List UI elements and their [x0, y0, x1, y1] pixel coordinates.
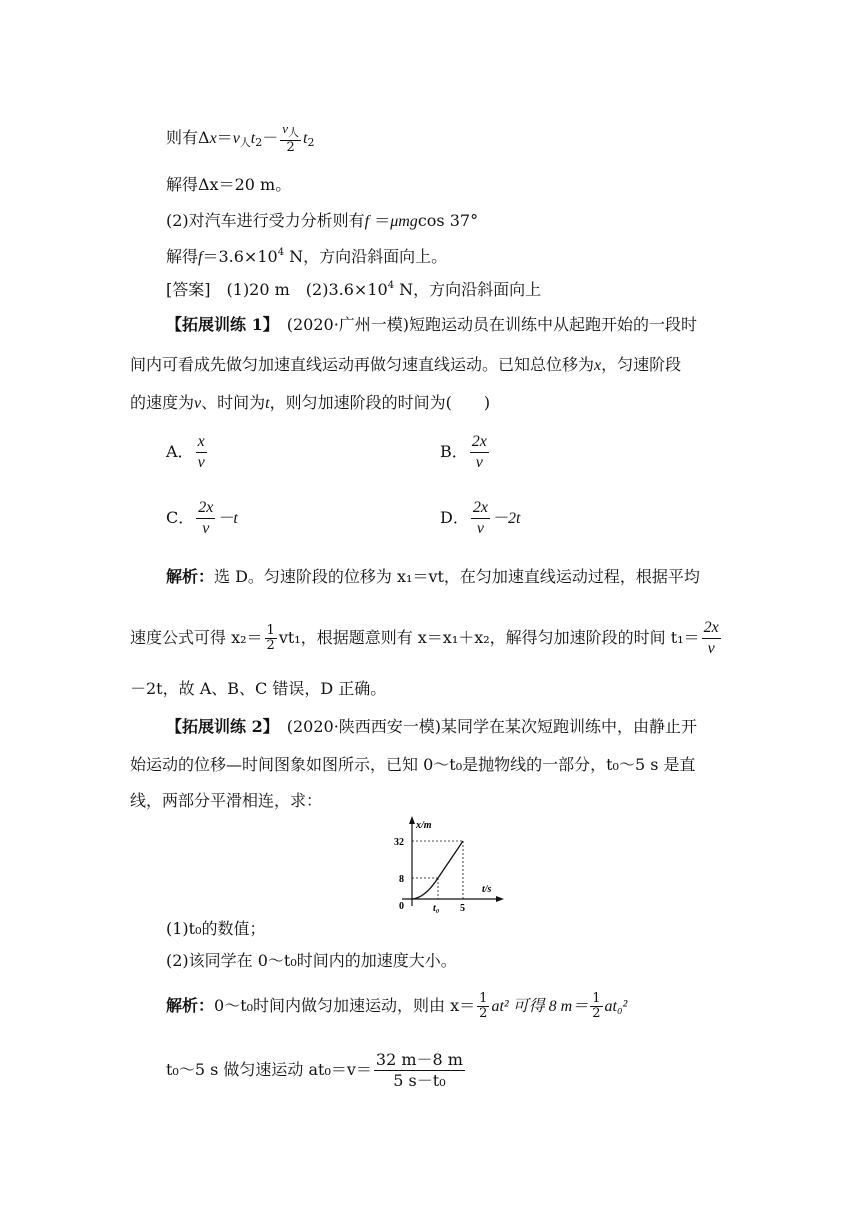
- fraction: [374, 1050, 465, 1091]
- fraction-numerator: 32 m－8 m: [375, 1050, 463, 1069]
- training1-text-line: [130, 354, 681, 377]
- text: 间内可看成先做匀加速直线运动再做匀速直线运动。已知总位移为: [130, 355, 595, 374]
- answer-label: [答案]: [166, 280, 211, 299]
- var-t: t: [250, 130, 256, 147]
- training-tag: 【拓展训练 1】: [166, 315, 271, 334]
- text: at₀²: [604, 998, 628, 1015]
- answer-line: [166, 275, 541, 301]
- text: (1)20 m (2)3.6×10: [226, 280, 388, 299]
- fraction-denominator: 2: [592, 1006, 601, 1021]
- y-axis-label: x/m: [416, 820, 432, 831]
- fraction-denominator: v: [197, 454, 205, 471]
- option-d[interactable]: [440, 498, 520, 539]
- force-analysis-line: [166, 210, 478, 233]
- fraction: [470, 432, 489, 473]
- x-axis-label: t/s: [482, 884, 492, 895]
- var-v: v: [232, 130, 240, 147]
- equals-sign: ＝: [216, 128, 233, 147]
- fraction-denominator: 2: [479, 1006, 488, 1021]
- text: ＝: [369, 211, 391, 230]
- solution-equation-line: [166, 122, 315, 155]
- minus-sign: －: [262, 128, 279, 147]
- option-label: A．: [166, 442, 194, 461]
- x-tick-t0: t₀: [433, 903, 440, 914]
- fraction-numerator: 2x: [196, 498, 215, 519]
- question-1: (1)t₀的数值；: [166, 919, 266, 938]
- var-f: f: [364, 213, 370, 230]
- text: ＝3.6×10: [202, 247, 278, 266]
- fraction-numerator: 1: [479, 991, 488, 1006]
- text: t₀～5 s 做匀速运动 at₀＝v＝: [166, 1060, 372, 1079]
- analysis-label: 解析：: [166, 567, 215, 586]
- fraction: [265, 624, 277, 653]
- text: N，方向沿斜面向上。: [284, 247, 448, 266]
- training2-analysis-line: [166, 1050, 467, 1091]
- fraction-numerator: 2x: [471, 498, 490, 519]
- var-t: t: [303, 130, 308, 147]
- subscript: 2: [307, 136, 315, 149]
- option-label: B．: [440, 442, 468, 461]
- exponent: 4: [387, 280, 395, 291]
- origin-label: 0: [399, 901, 404, 912]
- x-axis-arrow: [496, 896, 504, 902]
- option-a[interactable]: [166, 432, 209, 473]
- text: 、时间为: [201, 393, 266, 412]
- text: 速度公式可得 x₂＝: [130, 628, 263, 647]
- fraction: [477, 992, 489, 1021]
- force-result-line: [166, 242, 447, 269]
- text: vt₁，根据题意则有 x＝x₁＋x₂，解得匀加速阶段的时间 t₁＝: [278, 628, 700, 647]
- var-v: v: [194, 395, 202, 412]
- fraction-numerator: x: [196, 432, 207, 453]
- exponent: 4: [277, 247, 285, 258]
- fraction-denominator: v: [707, 640, 715, 657]
- parabola-segment: [412, 878, 438, 899]
- option-label: D．: [440, 508, 469, 527]
- fraction: [280, 122, 301, 155]
- y-axis-arrow: [409, 816, 415, 824]
- option-label: C．: [166, 508, 195, 527]
- training1-analysis-line: [166, 566, 700, 588]
- text: ，匀速阶段: [601, 355, 682, 374]
- fraction-numerator: 2x: [702, 618, 721, 639]
- training1-text-line: [130, 392, 490, 415]
- fraction: [471, 498, 490, 539]
- fraction-denominator: v: [476, 520, 484, 537]
- straight-segment: [438, 841, 463, 878]
- training1-header: [166, 314, 697, 336]
- subscript: 人: [239, 136, 251, 149]
- option-c[interactable]: [166, 498, 238, 539]
- text: 的速度为: [130, 393, 195, 412]
- var-f: f: [198, 249, 203, 266]
- fraction: [702, 618, 721, 659]
- training2-analysis-line: [166, 992, 627, 1021]
- text: 解得: [166, 247, 199, 266]
- text: cos 37°: [417, 211, 479, 230]
- text: 某同学在某次短跑训练中，由静止开: [441, 717, 698, 736]
- var-t: t: [265, 395, 270, 412]
- y-tick-32: 32: [394, 837, 404, 848]
- fraction-numerator: 1: [592, 991, 601, 1006]
- solution-result-line: 解得Δx＝20 m。: [166, 175, 292, 194]
- training2-text-line: 始运动的位移—时间图象如图所示，已知 0～t₀是抛物线的一部分，t₀～5 s 是直: [130, 755, 696, 774]
- var-x: x: [209, 130, 217, 147]
- option-b[interactable]: [440, 432, 491, 473]
- analysis-label: 解析：: [166, 996, 215, 1015]
- fraction-denominator: v: [202, 520, 210, 537]
- source-label: (2020·陕西西安一模): [286, 717, 442, 736]
- x-tick-5: 5: [460, 903, 465, 914]
- var-mumg: μmg: [390, 213, 418, 230]
- training2-text-line: 线，两部分平滑相连，求：: [130, 791, 323, 810]
- question-2: (2)该同学在 0～t₀时间内的加速度大小。: [166, 951, 457, 970]
- y-tick-8: 8: [399, 874, 404, 885]
- option-tail: －2t: [491, 510, 521, 527]
- fraction: [590, 992, 602, 1021]
- training-tag: 【拓展训练 2】: [166, 717, 271, 736]
- text: (2)对汽车进行受力分析则有: [166, 211, 365, 230]
- training2-header: [166, 716, 697, 738]
- subscript: 2: [255, 136, 263, 149]
- option-tail: －t: [217, 510, 238, 527]
- training1-analysis-line: －2t，故 A、B、C 错误，D 正确。: [130, 679, 387, 698]
- text: 0～t₀时间内做匀加速运动，则由 x＝: [214, 996, 476, 1015]
- fraction-numerator: 1: [266, 623, 275, 638]
- fraction-denominator: 5 s－t₀: [393, 1071, 446, 1090]
- fraction-denominator: v: [475, 454, 483, 471]
- var-x: x: [594, 357, 602, 374]
- text: 则有Δ: [166, 128, 210, 147]
- fraction-numerator: 2x: [470, 432, 489, 453]
- fraction-denominator: 2: [286, 140, 295, 155]
- subscript: 人: [288, 126, 300, 139]
- text: 选 D。匀速阶段的位移为 x₁＝vt，在匀加速直线运动过程，根据平均: [214, 567, 700, 586]
- text: 短跑运动员在训练中从起跑开始的一段时: [409, 315, 698, 334]
- text: N，方向沿斜面向上: [394, 280, 542, 299]
- var-v: v: [282, 121, 289, 136]
- fraction: [196, 432, 207, 473]
- training1-analysis-line: [130, 618, 723, 659]
- position-time-graph: [384, 814, 508, 914]
- fraction: [196, 498, 215, 539]
- text: ，则匀加速阶段的时间为( ): [269, 393, 491, 412]
- text: at² 可得 8 m＝: [491, 998, 589, 1015]
- fraction-denominator: 2: [266, 638, 275, 653]
- source-label: (2020·广州一模): [286, 315, 410, 334]
